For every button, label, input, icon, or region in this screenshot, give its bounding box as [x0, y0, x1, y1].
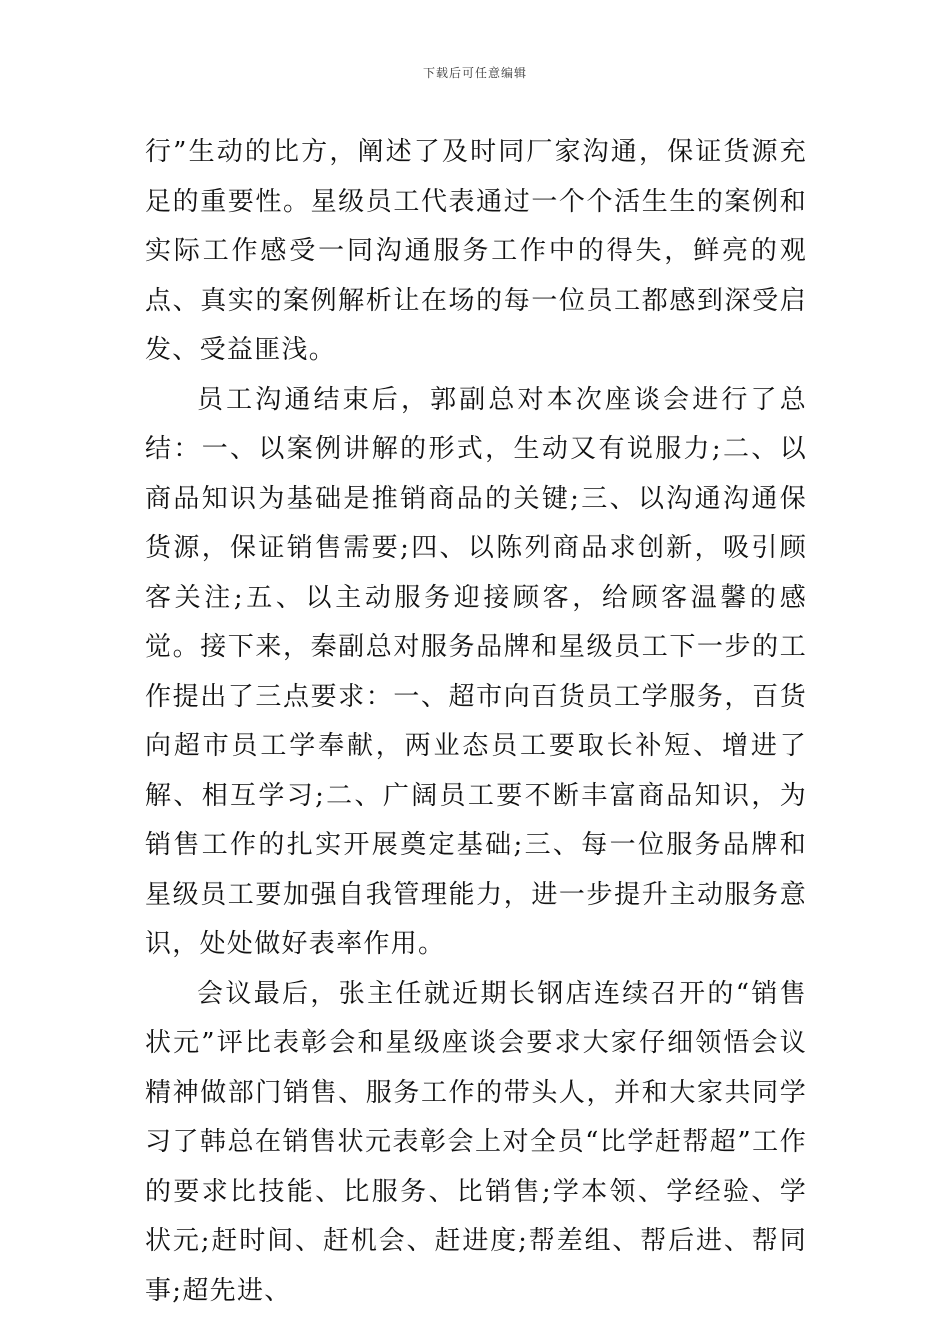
- paragraph-3: 会议最后，张主任就近期长钢店连续召开的“销售状元”评比表彰会和星级座谈会要求大家仔细领悟会议精神做部门销售、服务工作的带头人，并和大家共同学习了韩总在销售状元表彰会上对全员“比学赶帮超”工作的要求比技能、比服务、比销售;学本领、学经验、学状元;赶时间、赶机会、赶进度;帮差组、帮后进、帮同事;超先进、: [145, 978, 807, 1306]
- page-header: 下载后可任意编辑: [422, 66, 527, 80]
- paragraph-2: 员工沟通结束后，郭副总对本次座谈会进行了总结：一、以案例讲解的形式，生动又有说服力;二、以商品知识为基础是推销商品的关键;三、以沟通沟通保货源，保证销售需要;四、以陈列商品求创新，吸引顾客关注;五、以主动服务迎接顾客，给顾客温馨的感觉。接下来，秦副总对服务品牌和星级员工下一步的工作提出了三点要求：一、超市向百货员工学服务，百货向超市员工学奉献，两业态员工要取长补短、增进了解、相互学习;二、广阔员工要不断丰富商品知识，为销售工作的扎实开展奠定基础;三、每一位服务品牌和星级员工要加强自我管理能力，进一步提升主动服务意识，处处做好表率作用。: [145, 384, 807, 959]
- document-body: [145, 128, 807, 1316]
- paragraph-1: 行”生动的比方，阐述了及时同厂家沟通，保证货源充足的重要性。星级员工代表通过一个个活生生的案例和实际工作感受一同沟通服务工作中的得失，鲜亮的观点、真实的案例解析让在场的每一位员工都感到深受启发、受益匪浅。: [145, 137, 807, 365]
